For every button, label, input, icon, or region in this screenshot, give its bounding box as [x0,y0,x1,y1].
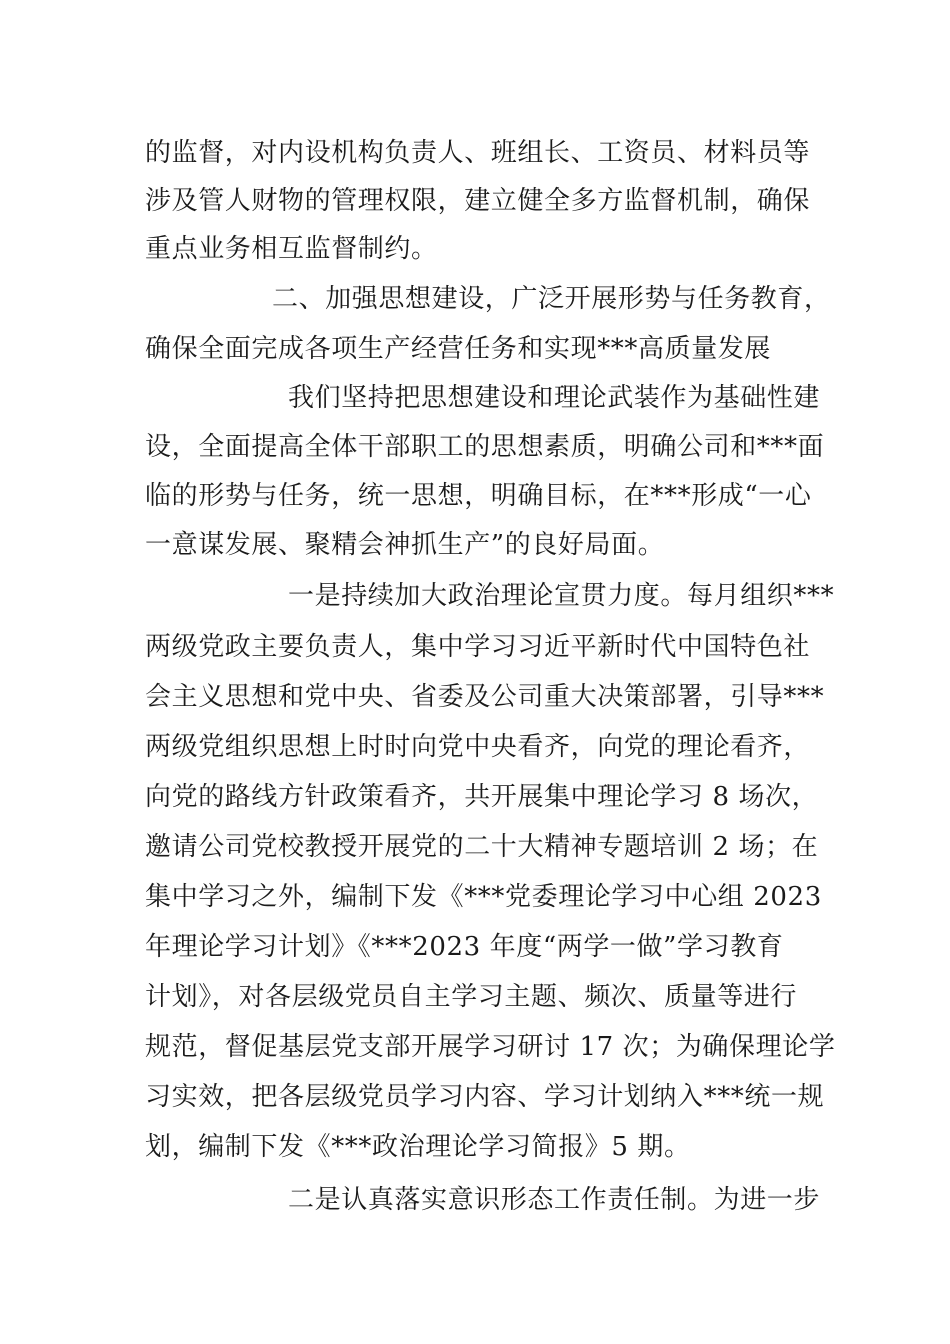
paragraph-line: 计划》，对各层级党员自主学习主题、频次、质量等进行 [145,982,798,1012]
paragraph-line: 一是持续加大政治理论宣贯力度。每月组织*** [288,581,835,611]
paragraph-line: 的监督，对内设机构负责人、班组长、工资员、材料员等 [145,138,811,168]
section-heading-line: 确保全面完成各项生产经营任务和实现***高质量发展 [145,334,772,364]
paragraph-line: 涉及管人财物的管理权限，建立健全多方监督机制，确保 [145,186,811,216]
paragraph-line: 两级党组织思想上时时向党中央看齐，向党的理论看齐， [145,732,811,762]
paragraph-line: 邀请公司党校教授开展党的二十大精神专题培训 2 场；在 [145,832,819,862]
paragraph-line: 我们坚持把思想建设和理论武装作为基础性建 [288,383,821,413]
paragraph-line: 习实效，把各层级党员学习内容、学习计划纳入***统一规 [145,1082,825,1112]
paragraph-line: 划，编制下发《***政治理论学习简报》5 期。 [145,1132,691,1162]
paragraph-line: 两级党政主要负责人，集中学习习近平新时代中国特色社 [145,632,811,662]
paragraph-line: 一意谋发展、聚精会神抓生产”的良好局面。 [145,530,665,560]
paragraph-line: 规范，督促基层党支部开展学习研讨 17 次；为确保理论学 [145,1032,836,1062]
paragraph-line: 会主义思想和党中央、省委及公司重大决策部署，引导*** [145,682,825,712]
paragraph-line: 重点业务相互监督制约。 [145,234,438,264]
paragraph-line: 设，全面提高全体干部职工的思想素质，明确公司和***面 [145,432,825,462]
paragraph-line: 向党的路线方针政策看齐，共开展集中理论学习 8 场次， [145,782,819,812]
paragraph-line: 集中学习之外，编制下发《***党委理论学习中心组 2023 [145,882,822,912]
section-heading-line: 二、加强思想建设，广泛开展形势与任务教育， [272,284,831,314]
paragraph-line: 年理论学习计划》《***2023 年度“两学一做”学习教育 [145,932,784,962]
paragraph-line: 二是认真落实意识形态工作责任制。为进一步 [288,1185,821,1215]
paragraph-line: 临的形势与任务，统一思想，明确目标，在***形成“一心 [145,481,812,511]
